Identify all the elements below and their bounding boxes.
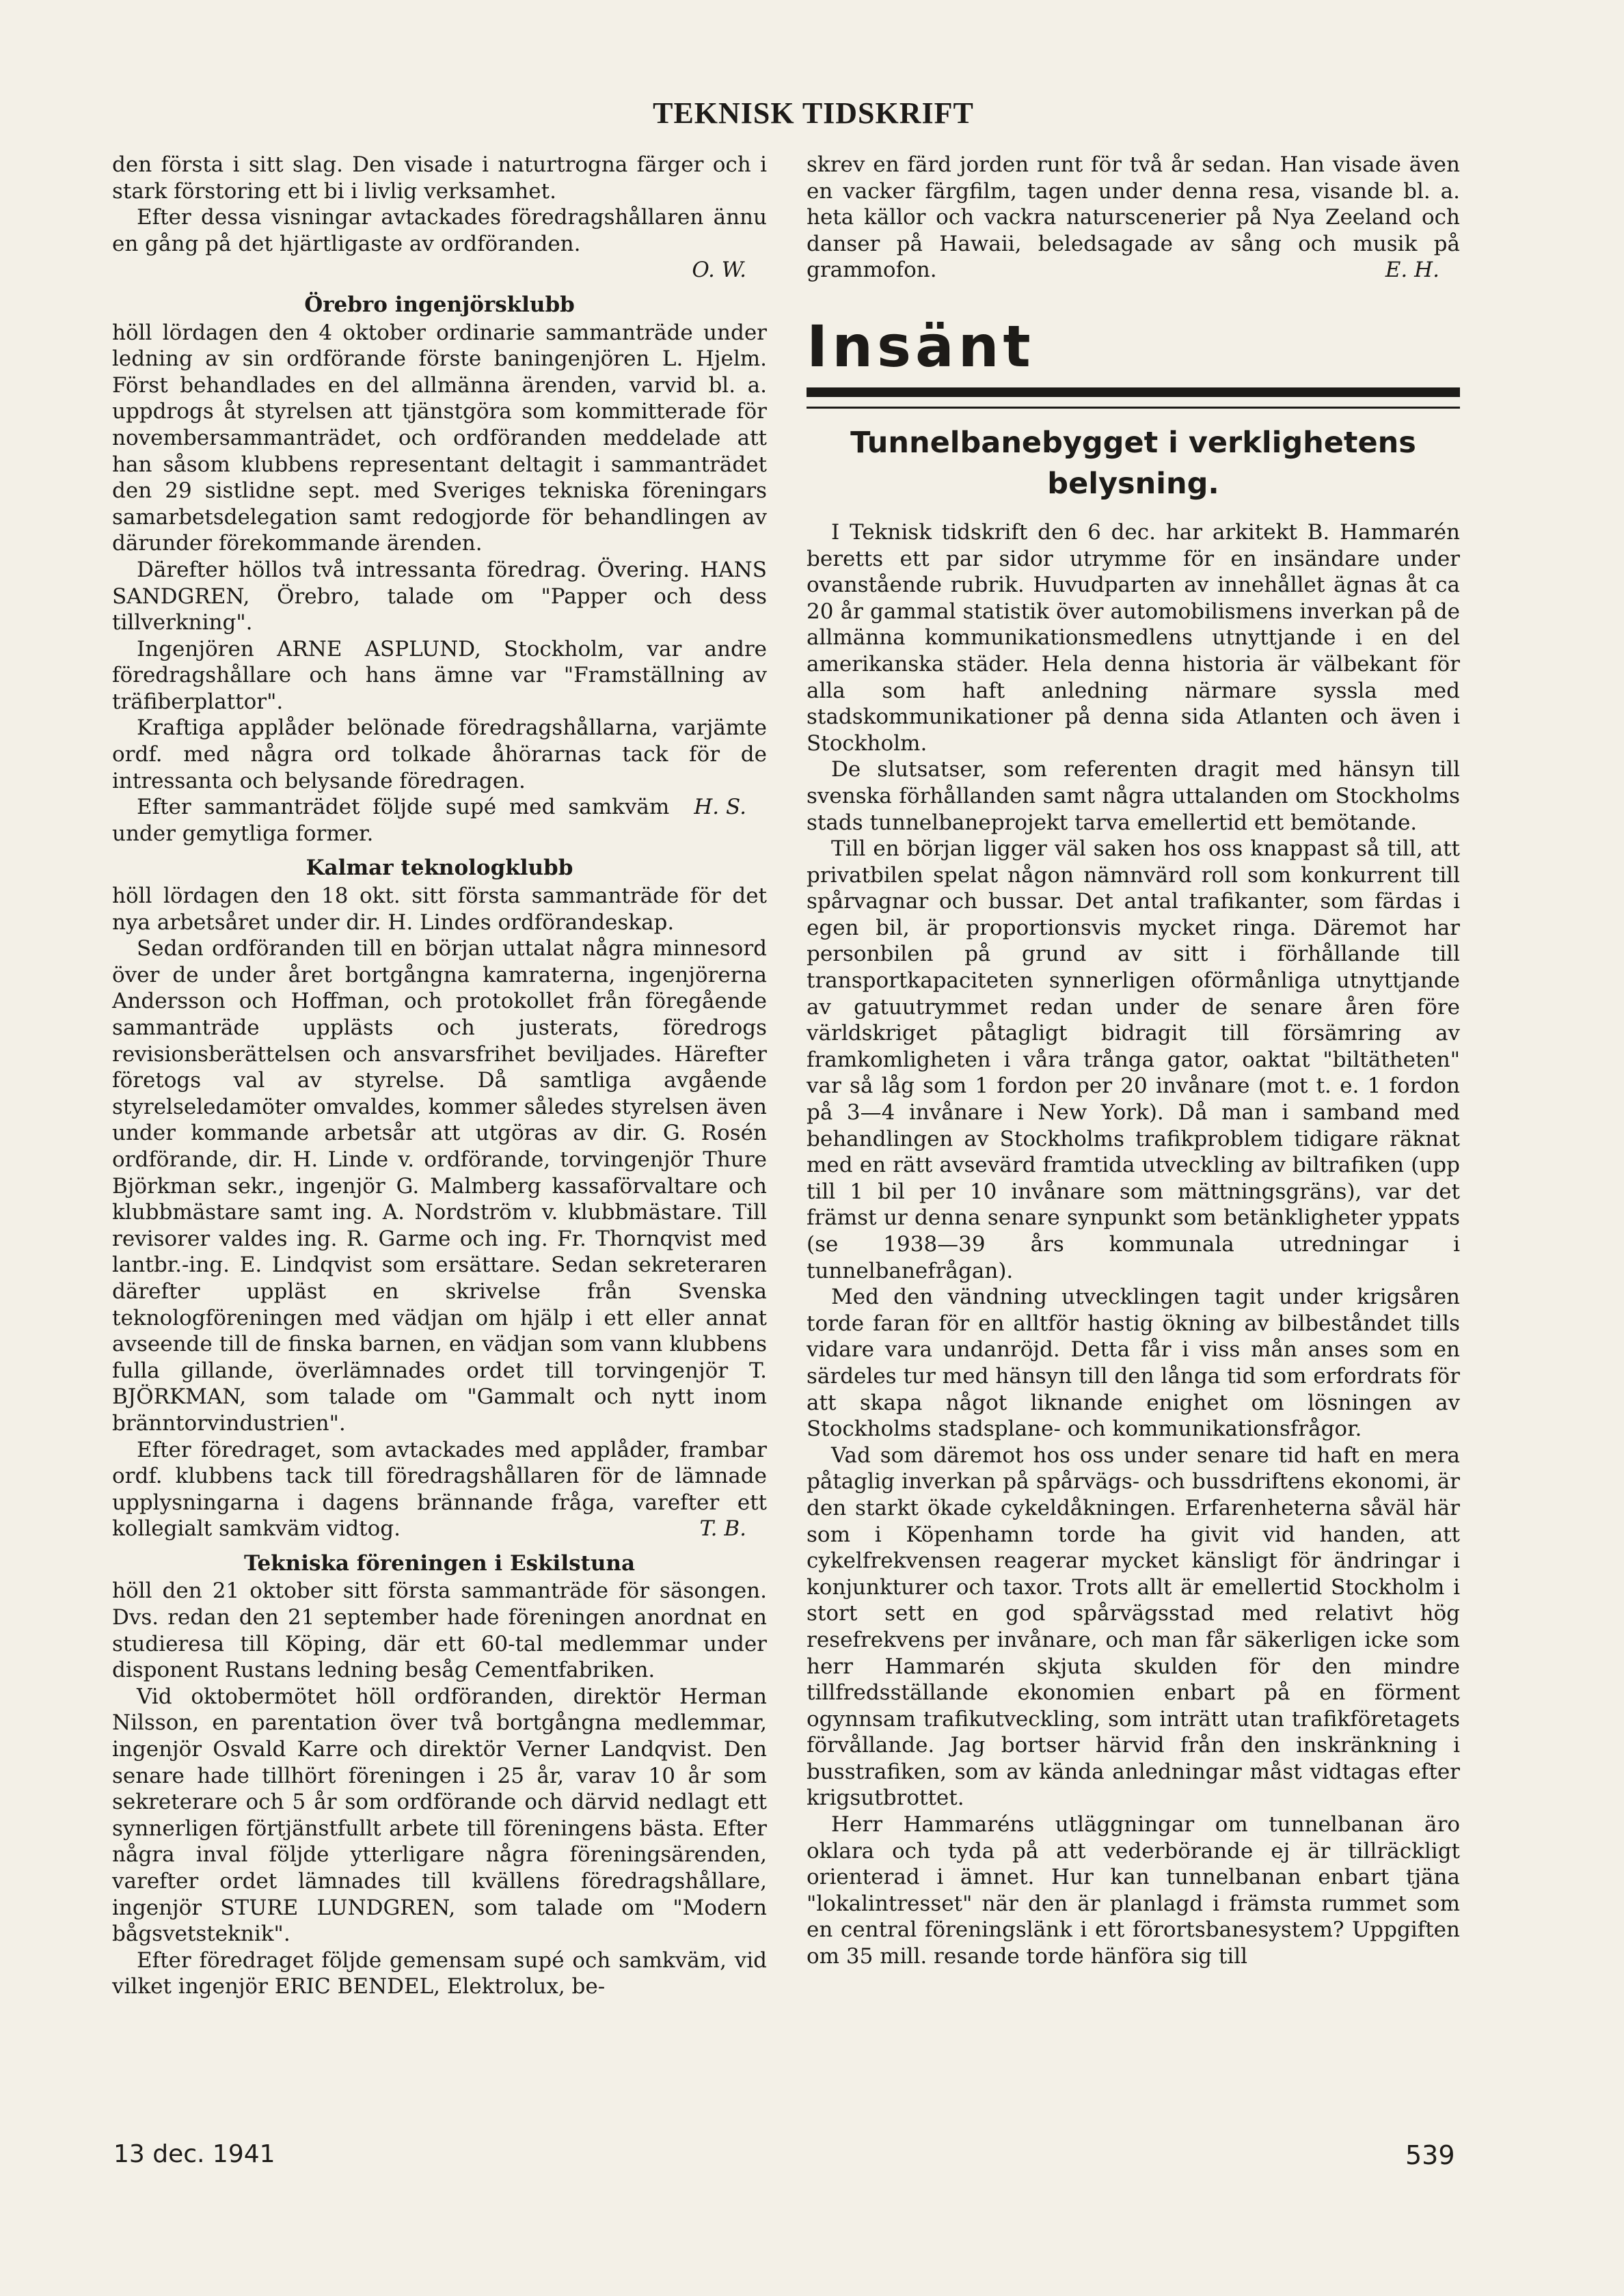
heading-rule-thin xyxy=(807,407,1460,409)
orebro-paragraph-last xyxy=(112,794,767,847)
paragraph-text: Efter sammanträdet följde supé med samkväm under gemytliga former. xyxy=(112,795,670,846)
section-title-eskilstuna: Tekniska föreningen i Eskilstuna xyxy=(243,1550,636,1576)
eskilstuna-paragraph: Vid oktobermötet höll ordföranden, direktör Herman Nilsson, en parentation över två bortgångna medlemmar, ingenjör Osvald Karre och direktör Verner Landqvist. Den senare hade tillhört föreningen i 25 år, varav 10 år som sekreterare och 5 år som ordförande och därvid nedlagt ett synnerligen förtjänstfullt arbete till föreningens bästa. Efter några inval följde ytterligare några föreningsärenden, varefter ordet lämnades till kvällens föredragshållare, ingenjör STURE LUNDGREN, som talade om "Modern bågsvetsteknik". xyxy=(112,1684,767,1947)
right-column xyxy=(807,152,1460,1970)
signature: H. S. xyxy=(694,795,746,820)
signature: E. H. xyxy=(1385,258,1439,283)
issue-date: 13 dec. 1941 xyxy=(113,2140,275,2168)
eskilstuna-paragraph: höll den 21 oktober sitt första sammanträde för säsongen. Dvs. redan den 21 september hade föreningen anordnat en studieresa till Köping, där ett 60-tal medlemmar under disponent Rustans ledning besåg Cementfabriken. xyxy=(112,1578,767,1683)
article-title: Tunnelbanebygget i verklighetens belysning. xyxy=(850,425,1416,501)
orebro-paragraph: Kraftiga applåder belönade föredragshållarna, varjämte ordf. med några ord tolkade åhörarnas tack för de intressanta och belysande föredragen. xyxy=(112,715,767,793)
article-paragraph: Med den vändning utvecklingen tagit under krigsåren torde faran för en alltför hastig ökning av bilbeståndet tills vidare vara undanröjd. Detta får i viss mån anses som en särdeles tur med hänsyn till den långa tid som erfordrats för att skapa något liknande enighet om lösningen av Stockholms stadsplane- och kommunikationsfrågor. xyxy=(807,1285,1460,1442)
left-column xyxy=(112,152,767,2000)
article-paragraph: Vad som däremot hos oss under senare tid haft en mera påtaglig inverkan på spårvägs- och bussdriftens ekonomi, är den starkt ökade cykeldåkningen. Erfarenheterna såväl här som i Köpenhamn torde ha givit vid handen, att cykelfrekvensen reagerar mycket känsligt för ändringar i konjunkturer och taxor. Trots allt är emellertid Stockholm i stort sett en god spårvägsstad med relativt hög resefrekvens per invånare, och man får säkerligen icke som herr Hammarén skjuta skulden för den mindre tillfredsställande ekonomien enbart på en förment ogynnsam trafikutveckling, som inträtt utan trafikföretagets förvållande. Jag bortser härvid från den inskränkning i busstrafiken, som av kända anledningar måst vidtagas efter krigsutbrottet. xyxy=(807,1443,1460,1811)
eskilstuna-paragraph: Efter föredraget följde gemensam supé och samkväm, vid vilket ingenjör ERIC BENDEL, Elektrolux, be- xyxy=(112,1948,767,1999)
kalmar-paragraph: höll lördagen den 18 okt. sitt första sammanträde för det nya arbetsåret under dir. H. Lindes ordförandeskap. xyxy=(112,884,767,935)
article-paragraph: Herr Hammaréns utläggningar om tunnelbanan äro oklara och tyda på att vederbörande ej är tillräckligt orienterad i ämnet. Hur kan tunnelbanan enbart tjäna "lokalintresset" när den är planlagd i främsta rummet som en central föreningslänk i ett förortsbanesystem? Uppgiften om 35 mill. resande torde hänföra sig till xyxy=(807,1812,1460,1969)
article-paragraph: I Teknisk tidskrift den 6 dec. har arkitekt B. Hammarén beretts ett par sidor utrymme för en insändare under ovanstående rubrik. Huvudparten av innehållet ägnas åt ca 20 år gammal statistik över automobilismens inverkan på de allmänna kommunikationsmedlens utnyttjande i en del amerikanska städer. Hela denna historia är välbekant för alla som haft anledning närmare syssla med stadskommunikationer på denna sida Atlanten och även i Stockholm. xyxy=(807,519,1460,756)
orebro-paragraph: Ingenjören ARNE ASPLUND, Stockholm, var andre föredragshållare och hans ämne var "Framställning av träfiberplattor". xyxy=(112,636,767,714)
article-paragraph: Till en början ligger väl saken hos oss knappast så till, att privatbilen spelat någon nämnvärd roll som konkurrent till spårvagnar och bussar. Det antal trafikanter, som färdas i egen bil, är proportionsvis mycket ringa. Däremot har personbilen på grund av sitt i förhållande till transportkapaciteten synnerligen oförmånliga utnyttjande av gatuutrymmet redan under de senare åren före världskriget påtagligt bidragit till försämring av framkomligheten i våra trånga gator, oaktat "biltätheten" var så låg som 1 fordon per 20 invånare (mot t. e. 1 fordon på 3—4 invånare i New York). Då man i samband med behandlingen av Stockholms trafikproblem tidigare räknat med en rätt avsevärd framtida utveckling av biltrafiken (upp till 1 bil per 10 invånare som mättningsgräns), var det främst ur denna senare synpunkt som betänkligheter yppats (se 1938—39 års kommunala utredningar i tunnelbanefrågan). xyxy=(807,836,1460,1283)
section-title-orebro: Örebro ingenjörsklubb xyxy=(304,292,575,317)
section-title-kalmar: Kalmar teknologklubb xyxy=(306,856,573,881)
intro-paragraph: Efter dessa visningar avtackades föredragshållaren ännu en gång på det hjärtligaste av ordföranden. xyxy=(112,205,767,256)
orebro-paragraph: Därefter höllos två intressanta föredrag. Övering. HANS SANDGREN, Örebro, talade om "Papper och dess tillverkning". xyxy=(112,557,767,636)
continued-paragraph xyxy=(807,152,1460,284)
signature: T. B. xyxy=(699,1516,746,1542)
paragraph-text: skrev en färd jorden runt för två år sedan. Han visade även en vacker färgfilm, tagen under denna resa, visande bl. a. heta källor och vackra naturscenerier på Nya Zeeland och danser på Hawaii, beledsagade av sång och musik på grammofon. xyxy=(807,152,1460,283)
page-number: 539 xyxy=(1405,2140,1455,2170)
orebro-paragraph: höll lördagen den 4 oktober ordinarie sammanträde under ledning av sin ordförande förste baningenjören L. Hjelm. Först behandlades en del allmänna ärenden, varvid bl. a. uppdrogs åt styrelsen att tjänstgöra som kommitterade för novembersammanträdet, och ordföranden meddelade att han såsom klubbens representant deltagit i sammanträdet den 29 sistlidne sept. med Sveriges tekniska föreningars samarbetsdelegation samt redogjorde för behandlingen av därunder förekommande ärenden. xyxy=(112,320,767,556)
running-header: TEKNISK TIDSKRIFT xyxy=(653,96,974,130)
intro-paragraph: den första i sitt slag. Den visade i naturtrogna färger och i stark förstoring ett bi i livlig verksamhet. xyxy=(112,152,767,204)
paragraph-text: Efter föredraget, som avtackades med applåder, frambar ordf. klubbens tack till föredragshållaren för de lämnade upplysningarna i dagens brännande fråga, varefter ett kollegialt samkväm vidtog. xyxy=(112,1437,767,1542)
signature: O. W. xyxy=(692,258,746,283)
article-paragraph: De slutsatser, som referenten dragit med hänsyn till svenska förhållanden samt några uttalanden om Stockholms stads tunnelbaneprojekt tarva emellertid ett bemötande. xyxy=(807,757,1460,835)
kalmar-paragraph-last xyxy=(112,1437,767,1542)
section-heading: Insänt xyxy=(807,312,1035,380)
heading-rule xyxy=(807,387,1460,397)
kalmar-paragraph: Sedan ordföranden till en början uttalat några minnesord över de under året bortgångna kamraterna, ingenjörerna Andersson och Hoffman, och protokollet från föregående sammanträde upplästs och justerats, föredrogs revisionsberättelsen och ansvarsfrihet beviljades. Härefter företogs val av styrelse. Då samtliga avgående styrelseledamöter omvaldes, kommer således styrelsen även under kommande arbetsår att utgöras av dir. G. Rosén ordförande, dir. H. Linde v. ordförande, torvingenjör Thure Björkman sekr., ingenjör G. Malmberg kassaförvaltare och klubbmästare samt ing. A. Nordström v. klubbmästare. Till revisorer valdes ing. R. Garme och ing. Fr. Thornqvist med lantbr.-ing. E. Lindqvist som ersättare. Sedan sekreteraren därefter uppläst en skrivelse från Svenska teknologföreningen med vädjan om hjälp i ett eller annat avseende till de finska barnen, en vädjan som vann klubbens fulla gillande, överlämnades ordet till torvingenjör T. BJÖRKMAN, som talade om "Gammalt och nytt inom bränntorvindustrien". xyxy=(112,936,767,1436)
